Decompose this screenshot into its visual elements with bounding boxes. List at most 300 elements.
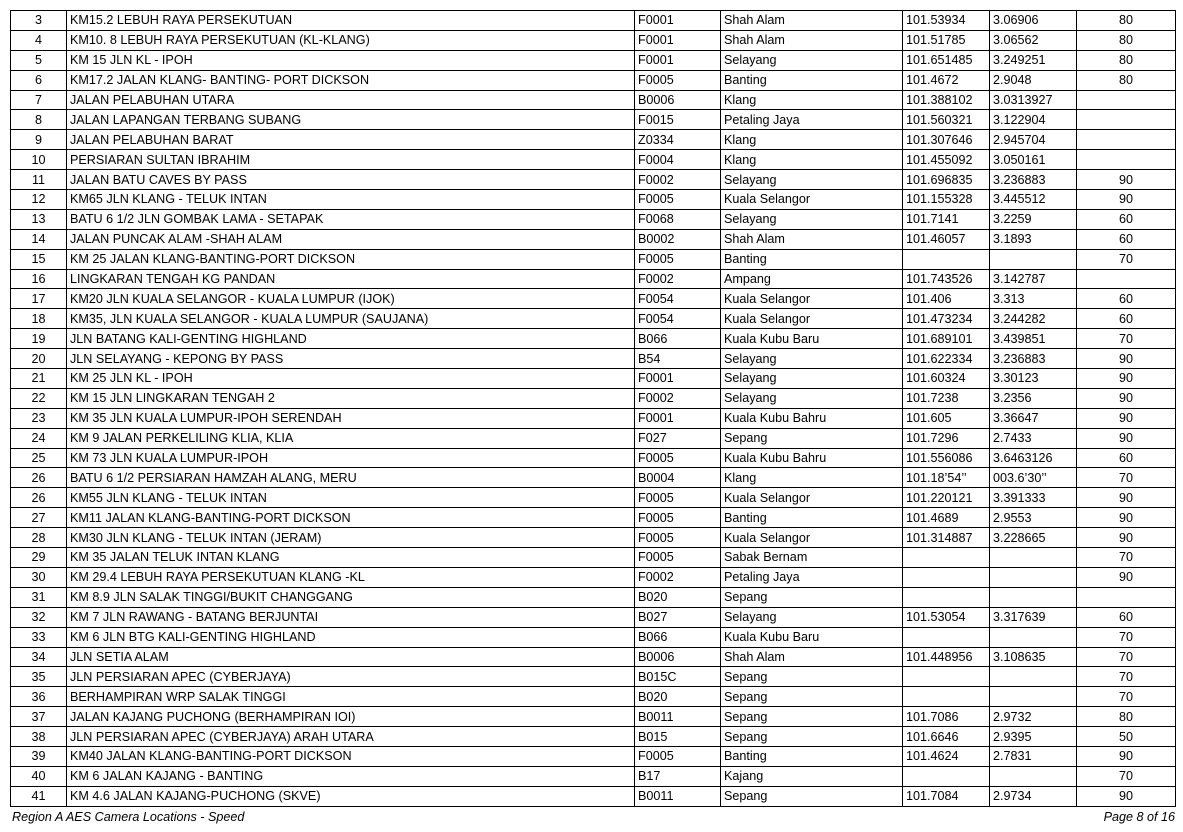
cell-route: F0001 — [635, 30, 721, 50]
cell-latitude: 3.317639 — [990, 607, 1077, 627]
cell-longitude: 101.556086 — [903, 448, 990, 468]
cell-latitude: 3.06906 — [990, 11, 1077, 31]
cell-number: 32 — [11, 607, 67, 627]
table-row — [11, 30, 1176, 50]
cell-district: Banting — [721, 746, 903, 766]
cell-location: BATU 6 1/2 JLN GOMBAK LAMA - SETAPAK — [67, 209, 635, 229]
table-row — [11, 528, 1176, 548]
cell-route: B0011 — [635, 707, 721, 727]
cell-location: KM 4.6 JALAN KAJANG-PUCHONG (SKVE) — [67, 786, 635, 806]
table-row — [11, 249, 1176, 269]
cell-speed-limit — [1077, 90, 1176, 110]
cell-latitude: 3.313 — [990, 289, 1077, 309]
table-row — [11, 448, 1176, 468]
cell-speed-limit: 50 — [1077, 727, 1176, 747]
table-row — [11, 70, 1176, 90]
cell-latitude: 2.7433 — [990, 428, 1077, 448]
cell-speed-limit: 60 — [1077, 309, 1176, 329]
cell-location: KM 29.4 LEBUH RAYA PERSEKUTUAN KLANG -KL — [67, 567, 635, 587]
cell-district: Petaling Jaya — [721, 110, 903, 130]
table-row — [11, 309, 1176, 329]
cell-latitude: 3.2259 — [990, 209, 1077, 229]
cell-location: JLN SETIA ALAM — [67, 647, 635, 667]
cell-location: PERSIARAN SULTAN IBRAHIM — [67, 150, 635, 170]
cell-district: Shah Alam — [721, 30, 903, 50]
cell-speed-limit: 90 — [1077, 428, 1176, 448]
cell-location: KM20 JLN KUALA SELANGOR - KUALA LUMPUR (IJOK) — [67, 289, 635, 309]
table-row — [11, 667, 1176, 687]
camera-locations-table — [10, 10, 1176, 807]
cell-location: JLN BATANG KALI-GENTING HIGHLAND — [67, 329, 635, 349]
cell-speed-limit: 90 — [1077, 170, 1176, 190]
cell-latitude — [990, 249, 1077, 269]
cell-district: Kuala Kubu Baru — [721, 627, 903, 647]
cell-speed-limit: 70 — [1077, 627, 1176, 647]
cell-number: 24 — [11, 428, 67, 448]
cell-latitude — [990, 766, 1077, 786]
table-row — [11, 170, 1176, 190]
cell-number: 38 — [11, 727, 67, 747]
cell-longitude: 101.7296 — [903, 428, 990, 448]
cell-route: F027 — [635, 428, 721, 448]
cell-route: F0001 — [635, 408, 721, 428]
cell-number: 23 — [11, 408, 67, 428]
table-row — [11, 388, 1176, 408]
cell-location: BATU 6 1/2 PERSIARAN HAMZAH ALANG, MERU — [67, 468, 635, 488]
table-body — [11, 11, 1176, 807]
cell-number: 20 — [11, 349, 67, 369]
cell-route: B027 — [635, 607, 721, 627]
cell-route: F0002 — [635, 388, 721, 408]
table-row — [11, 746, 1176, 766]
cell-district: Shah Alam — [721, 647, 903, 667]
cell-location: KM35, JLN KUALA SELANGOR - KUALA LUMPUR (SAUJANA) — [67, 309, 635, 329]
cell-latitude: 2.9734 — [990, 786, 1077, 806]
table-row — [11, 567, 1176, 587]
cell-route: F0015 — [635, 110, 721, 130]
cell-longitude — [903, 627, 990, 647]
cell-route: F0005 — [635, 746, 721, 766]
cell-number: 29 — [11, 548, 67, 568]
cell-speed-limit: 70 — [1077, 249, 1176, 269]
cell-district: Selayang — [721, 170, 903, 190]
cell-district: Kuala Kubu Bahru — [721, 448, 903, 468]
cell-latitude: 2.9553 — [990, 508, 1077, 528]
cell-latitude: 3.0313927 — [990, 90, 1077, 110]
cell-latitude: 3.142787 — [990, 269, 1077, 289]
cell-route: B066 — [635, 329, 721, 349]
cell-district: Klang — [721, 468, 903, 488]
cell-speed-limit: 80 — [1077, 70, 1176, 90]
cell-number: 10 — [11, 150, 67, 170]
table-row — [11, 209, 1176, 229]
cell-longitude: 101.155328 — [903, 190, 990, 210]
cell-number: 16 — [11, 269, 67, 289]
cell-speed-limit — [1077, 269, 1176, 289]
cell-longitude: 101.4624 — [903, 746, 990, 766]
table-row — [11, 488, 1176, 508]
cell-number: 4 — [11, 30, 67, 50]
cell-district: Selayang — [721, 388, 903, 408]
cell-location: LINGKARAN TENGAH KG PANDAN — [67, 269, 635, 289]
table-row — [11, 468, 1176, 488]
cell-route: B0002 — [635, 229, 721, 249]
cell-latitude: 3.6463126 — [990, 448, 1077, 468]
cell-district: Sepang — [721, 727, 903, 747]
cell-number: 25 — [11, 448, 67, 468]
cell-speed-limit: 80 — [1077, 50, 1176, 70]
cell-latitude: 3.228665 — [990, 528, 1077, 548]
cell-route: F0054 — [635, 289, 721, 309]
cell-speed-limit: 60 — [1077, 289, 1176, 309]
cell-number: 40 — [11, 766, 67, 786]
cell-number: 5 — [11, 50, 67, 70]
table-row — [11, 349, 1176, 369]
cell-latitude — [990, 567, 1077, 587]
cell-route: B066 — [635, 627, 721, 647]
cell-location: KM65 JLN KLANG - TELUK INTAN — [67, 190, 635, 210]
table-row — [11, 130, 1176, 150]
cell-number: 8 — [11, 110, 67, 130]
cell-longitude: 101.220121 — [903, 488, 990, 508]
cell-longitude: 101.473234 — [903, 309, 990, 329]
cell-location: JALAN BATU CAVES BY PASS — [67, 170, 635, 190]
cell-number: 9 — [11, 130, 67, 150]
table-row — [11, 428, 1176, 448]
cell-route: F0054 — [635, 309, 721, 329]
cell-longitude: 101.448956 — [903, 647, 990, 667]
cell-district: Banting — [721, 70, 903, 90]
cell-location: KM 8.9 JLN SALAK TINGGI/BUKIT CHANGGANG — [67, 587, 635, 607]
cell-district: Shah Alam — [721, 11, 903, 31]
cell-latitude: 3.391333 — [990, 488, 1077, 508]
table-row — [11, 727, 1176, 747]
cell-speed-limit: 60 — [1077, 448, 1176, 468]
cell-district: Kuala Selangor — [721, 190, 903, 210]
table-row — [11, 11, 1176, 31]
cell-district: Sepang — [721, 428, 903, 448]
cell-number: 15 — [11, 249, 67, 269]
cell-number: 31 — [11, 587, 67, 607]
cell-location: KM10. 8 LEBUH RAYA PERSEKUTUAN (KL-KLANG) — [67, 30, 635, 50]
cell-longitude: 101.388102 — [903, 90, 990, 110]
cell-latitude: 3.2356 — [990, 388, 1077, 408]
cell-route: F0001 — [635, 50, 721, 70]
cell-longitude: 101.307646 — [903, 130, 990, 150]
cell-route: B0004 — [635, 468, 721, 488]
cell-route: F0002 — [635, 269, 721, 289]
cell-route: F0005 — [635, 528, 721, 548]
cell-speed-limit — [1077, 150, 1176, 170]
cell-location: KM15.2 LEBUH RAYA PERSEKUTUAN — [67, 11, 635, 31]
cell-latitude: 2.945704 — [990, 130, 1077, 150]
cell-location: KM 25 JLN KL - IPOH — [67, 369, 635, 389]
cell-speed-limit: 60 — [1077, 209, 1176, 229]
cell-route: F0002 — [635, 170, 721, 190]
cell-number: 27 — [11, 508, 67, 528]
cell-location: KM 15 JLN LINGKARAN TENGAH 2 — [67, 388, 635, 408]
cell-district: Selayang — [721, 607, 903, 627]
table-row — [11, 627, 1176, 647]
cell-longitude: 101.4689 — [903, 508, 990, 528]
cell-number: 18 — [11, 309, 67, 329]
cell-route: F0005 — [635, 508, 721, 528]
table-row — [11, 269, 1176, 289]
cell-longitude: 101.18’54’’ — [903, 468, 990, 488]
cell-speed-limit: 90 — [1077, 488, 1176, 508]
cell-longitude: 101.4672 — [903, 70, 990, 90]
table-row — [11, 508, 1176, 528]
cell-speed-limit: 90 — [1077, 508, 1176, 528]
cell-longitude: 101.7086 — [903, 707, 990, 727]
cell-longitude — [903, 548, 990, 568]
cell-route: F0005 — [635, 548, 721, 568]
cell-latitude: 2.9732 — [990, 707, 1077, 727]
cell-route: B015 — [635, 727, 721, 747]
table-row — [11, 786, 1176, 806]
cell-location: JLN PERSIARAN APEC (CYBERJAYA) ARAH UTARA — [67, 727, 635, 747]
cell-route: F0005 — [635, 488, 721, 508]
cell-latitude — [990, 627, 1077, 647]
cell-number: 37 — [11, 707, 67, 727]
cell-number: 26 — [11, 468, 67, 488]
cell-number: 34 — [11, 647, 67, 667]
cell-latitude: 3.236883 — [990, 349, 1077, 369]
cell-speed-limit: 90 — [1077, 369, 1176, 389]
cell-speed-limit: 70 — [1077, 687, 1176, 707]
cell-longitude: 101.406 — [903, 289, 990, 309]
cell-longitude: 101.455092 — [903, 150, 990, 170]
cell-route: F0005 — [635, 70, 721, 90]
cell-latitude: 3.236883 — [990, 170, 1077, 190]
cell-speed-limit: 90 — [1077, 408, 1176, 428]
table-row — [11, 766, 1176, 786]
cell-district: Kuala Kubu Bahru — [721, 408, 903, 428]
cell-location: KM 6 JLN BTG KALI-GENTING HIGHLAND — [67, 627, 635, 647]
cell-longitude: 101.6646 — [903, 727, 990, 747]
table-row — [11, 329, 1176, 349]
cell-speed-limit: 90 — [1077, 786, 1176, 806]
cell-longitude: 101.605 — [903, 408, 990, 428]
cell-longitude: 101.7141 — [903, 209, 990, 229]
cell-longitude: 101.743526 — [903, 269, 990, 289]
cell-longitude: 101.689101 — [903, 329, 990, 349]
cell-number: 41 — [11, 786, 67, 806]
table-row — [11, 229, 1176, 249]
cell-number: 19 — [11, 329, 67, 349]
cell-longitude: 101.622334 — [903, 349, 990, 369]
cell-speed-limit: 90 — [1077, 190, 1176, 210]
table-row — [11, 190, 1176, 210]
cell-speed-limit: 70 — [1077, 329, 1176, 349]
table-row — [11, 50, 1176, 70]
cell-speed-limit — [1077, 587, 1176, 607]
cell-number: 7 — [11, 90, 67, 110]
cell-longitude: 101.696835 — [903, 170, 990, 190]
cell-longitude: 101.560321 — [903, 110, 990, 130]
cell-longitude — [903, 587, 990, 607]
cell-number: 22 — [11, 388, 67, 408]
cell-latitude: 2.9395 — [990, 727, 1077, 747]
cell-number: 12 — [11, 190, 67, 210]
cell-latitude — [990, 667, 1077, 687]
cell-route: Z0334 — [635, 130, 721, 150]
cell-location: JALAN PELABUHAN UTARA — [67, 90, 635, 110]
cell-latitude — [990, 548, 1077, 568]
cell-longitude — [903, 567, 990, 587]
cell-longitude: 101.7238 — [903, 388, 990, 408]
cell-route: B0011 — [635, 786, 721, 806]
cell-longitude: 101.53054 — [903, 607, 990, 627]
cell-latitude: 3.445512 — [990, 190, 1077, 210]
cell-route: F0005 — [635, 448, 721, 468]
cell-speed-limit: 80 — [1077, 11, 1176, 31]
table-row — [11, 289, 1176, 309]
cell-district: Selayang — [721, 209, 903, 229]
cell-route: F0005 — [635, 249, 721, 269]
cell-latitude: 3.30123 — [990, 369, 1077, 389]
cell-number: 30 — [11, 567, 67, 587]
table-row — [11, 607, 1176, 627]
cell-district: Kuala Selangor — [721, 528, 903, 548]
cell-longitude: 101.651485 — [903, 50, 990, 70]
cell-longitude — [903, 687, 990, 707]
cell-latitude: 3.108635 — [990, 647, 1077, 667]
cell-district: Sepang — [721, 786, 903, 806]
cell-district: Klang — [721, 90, 903, 110]
cell-number: 3 — [11, 11, 67, 31]
cell-location: KM17.2 JALAN KLANG- BANTING- PORT DICKSON — [67, 70, 635, 90]
cell-location: KM 35 JALAN TELUK INTAN KLANG — [67, 548, 635, 568]
cell-district: Kuala Selangor — [721, 289, 903, 309]
cell-district: Selayang — [721, 50, 903, 70]
cell-number: 21 — [11, 369, 67, 389]
cell-district: Shah Alam — [721, 229, 903, 249]
cell-latitude: 2.9048 — [990, 70, 1077, 90]
table-row — [11, 90, 1176, 110]
cell-speed-limit: 90 — [1077, 746, 1176, 766]
cell-latitude — [990, 587, 1077, 607]
cell-speed-limit: 90 — [1077, 349, 1176, 369]
cell-speed-limit: 70 — [1077, 667, 1176, 687]
cell-longitude: 101.51785 — [903, 30, 990, 50]
cell-longitude — [903, 249, 990, 269]
cell-route: F0004 — [635, 150, 721, 170]
cell-route: F0005 — [635, 190, 721, 210]
cell-district: Sepang — [721, 687, 903, 707]
cell-latitude: 2.7831 — [990, 746, 1077, 766]
cell-number: 26 — [11, 488, 67, 508]
cell-location: KM40 JALAN KLANG-BANTING-PORT DICKSON — [67, 746, 635, 766]
cell-district: Selayang — [721, 369, 903, 389]
cell-district: Selayang — [721, 349, 903, 369]
cell-route: F0001 — [635, 369, 721, 389]
page-footer — [12, 810, 1175, 824]
cell-longitude: 101.60324 — [903, 369, 990, 389]
cell-number: 11 — [11, 170, 67, 190]
table-row — [11, 687, 1176, 707]
footer-title: Region A AES Camera Locations - Speed — [12, 810, 245, 824]
cell-route: F0001 — [635, 11, 721, 31]
cell-location: JLN SELAYANG - KEPONG BY PASS — [67, 349, 635, 369]
cell-latitude: 3.439851 — [990, 329, 1077, 349]
cell-district: Ampang — [721, 269, 903, 289]
cell-district: Sepang — [721, 587, 903, 607]
cell-location: JALAN PUNCAK ALAM -SHAH ALAM — [67, 229, 635, 249]
cell-district: Banting — [721, 249, 903, 269]
cell-speed-limit: 80 — [1077, 707, 1176, 727]
cell-route: F0068 — [635, 209, 721, 229]
cell-latitude — [990, 687, 1077, 707]
cell-longitude: 101.46057 — [903, 229, 990, 249]
cell-location: JALAN PELABUHAN BARAT — [67, 130, 635, 150]
cell-speed-limit: 70 — [1077, 548, 1176, 568]
table-row — [11, 587, 1176, 607]
cell-location: KM11 JALAN KLANG-BANTING-PORT DICKSON — [67, 508, 635, 528]
cell-location: KM 6 JALAN KAJANG - BANTING — [67, 766, 635, 786]
cell-district: Sabak Bernam — [721, 548, 903, 568]
table-row — [11, 548, 1176, 568]
cell-longitude: 101.314887 — [903, 528, 990, 548]
cell-latitude: 3.1893 — [990, 229, 1077, 249]
cell-location: KM 7 JLN RAWANG - BATANG BERJUNTAI — [67, 607, 635, 627]
cell-location: KM 73 JLN KUALA LUMPUR-IPOH — [67, 448, 635, 468]
cell-speed-limit: 60 — [1077, 607, 1176, 627]
cell-number: 6 — [11, 70, 67, 90]
cell-speed-limit: 60 — [1077, 229, 1176, 249]
cell-latitude: 3.050161 — [990, 150, 1077, 170]
cell-district: Kuala Kubu Baru — [721, 329, 903, 349]
cell-number: 36 — [11, 687, 67, 707]
cell-latitude: 3.122904 — [990, 110, 1077, 130]
cell-speed-limit: 80 — [1077, 30, 1176, 50]
cell-district: Sepang — [721, 707, 903, 727]
cell-speed-limit — [1077, 110, 1176, 130]
cell-district: Kuala Selangor — [721, 309, 903, 329]
cell-district: Klang — [721, 130, 903, 150]
table-row — [11, 647, 1176, 667]
cell-location: JALAN KAJANG PUCHONG (BERHAMPIRAN IOI) — [67, 707, 635, 727]
cell-location: KM 35 JLN KUALA LUMPUR-IPOH SERENDAH — [67, 408, 635, 428]
cell-speed-limit: 70 — [1077, 766, 1176, 786]
cell-number: 28 — [11, 528, 67, 548]
cell-location: KM55 JLN KLANG - TELUK INTAN — [67, 488, 635, 508]
cell-speed-limit — [1077, 130, 1176, 150]
cell-longitude — [903, 667, 990, 687]
cell-speed-limit: 90 — [1077, 567, 1176, 587]
cell-speed-limit: 90 — [1077, 528, 1176, 548]
cell-latitude: 3.244282 — [990, 309, 1077, 329]
cell-route: F0002 — [635, 567, 721, 587]
cell-latitude: 3.249251 — [990, 50, 1077, 70]
cell-district: Sepang — [721, 667, 903, 687]
page-number: Page 8 of 16 — [1103, 810, 1175, 824]
table-row — [11, 408, 1176, 428]
cell-location: KM 25 JALAN KLANG-BANTING-PORT DICKSON — [67, 249, 635, 269]
cell-latitude: 003.6’30’’ — [990, 468, 1077, 488]
cell-route: B0006 — [635, 647, 721, 667]
table-row — [11, 707, 1176, 727]
cell-district: Kajang — [721, 766, 903, 786]
cell-location: KM 15 JLN KL - IPOH — [67, 50, 635, 70]
cell-route: B54 — [635, 349, 721, 369]
cell-number: 39 — [11, 746, 67, 766]
table-row — [11, 369, 1176, 389]
cell-speed-limit: 70 — [1077, 468, 1176, 488]
cell-location: JLN PERSIARAN APEC (CYBERJAYA) — [67, 667, 635, 687]
cell-location: KM 9 JALAN PERKELILING KLIA, KLIA — [67, 428, 635, 448]
cell-district: Petaling Jaya — [721, 567, 903, 587]
